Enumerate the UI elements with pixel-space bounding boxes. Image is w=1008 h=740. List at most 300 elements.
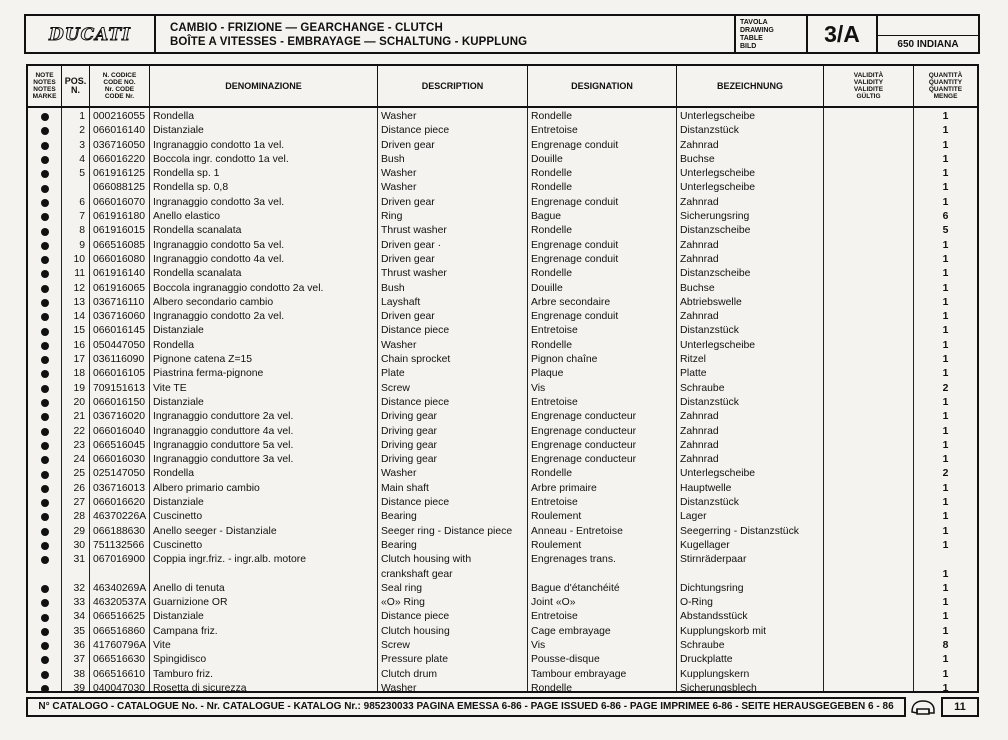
row-validity: [824, 439, 914, 453]
row-italian: Rondella scanalata: [153, 225, 242, 237]
ducati-logo-icon: [34, 23, 146, 45]
row-german: Schraube: [680, 382, 725, 394]
row-quantity: 1: [942, 239, 949, 251]
row-french: Tambour embrayage: [531, 668, 627, 680]
bullet-icon: [41, 485, 49, 493]
row-french: Joint «O»: [531, 597, 576, 609]
row-pos: [62, 181, 90, 195]
page-footer: [26, 697, 979, 717]
bullet-icon: [41, 213, 49, 221]
row-english: Driven gear: [381, 311, 435, 323]
row-pos: 36: [73, 639, 85, 651]
row-validity: [824, 568, 914, 582]
table-row: [28, 396, 977, 410]
table-row: [28, 639, 977, 653]
row-english: Plate: [381, 368, 405, 380]
bullet-icon: [41, 199, 49, 207]
table-row: [28, 253, 977, 267]
row-quantity: 5: [942, 225, 949, 237]
row-pos: [62, 568, 90, 582]
table-row: [28, 367, 977, 381]
row-german: Distanzstück: [680, 396, 739, 408]
row-note: [28, 582, 62, 596]
row-german: Ritzel: [680, 354, 706, 366]
table-row: [28, 124, 977, 138]
bullet-icon: [41, 528, 49, 536]
row-quantity: 1: [942, 668, 949, 680]
row-french: Engrenage conducteur: [531, 411, 637, 423]
row-pos: 12: [73, 282, 85, 294]
row-validity: [824, 396, 914, 410]
row-validity: [824, 425, 914, 439]
bullet-icon: [41, 285, 49, 293]
row-french: Engrenage conduit: [531, 239, 619, 251]
row-english: Seeger ring - Distance piece: [381, 525, 513, 537]
row-note: [28, 653, 62, 667]
row-pos: 19: [73, 382, 85, 394]
row-quantity: 2: [942, 468, 949, 480]
row-code: 050447050: [93, 339, 146, 351]
row-italian: Rondella: [153, 339, 195, 351]
table-row: [28, 139, 977, 153]
row-german: Hauptwelle: [680, 482, 732, 494]
row-italian: Distanziale: [153, 396, 204, 408]
title-line-1: CAMBIO - FRIZIONE — GEARCHANGE - CLUTCH: [170, 22, 443, 34]
catalogue-info: N° CATALOGO - CATALOGUE No. - Nr. CATALOGUE - KATALOG Nr.: 985230033 PAGINA EMESSA 6-86 - PAGE ISSUED 6-86 - PAGE IMPRIMEE 6-86 - SEITE HERAUSGEGEBEN 6 - 86: [26, 697, 906, 717]
row-code: 066016145: [93, 325, 146, 337]
row-german: Stirnräderpaar: [680, 554, 747, 566]
row-italian: Ingranaggio condotto 3a vel.: [153, 196, 285, 208]
row-italian: Rondella scanalata: [153, 268, 242, 280]
row-german: O-Ring: [680, 597, 713, 609]
row-french: Roulement: [531, 539, 582, 551]
row-note: [28, 239, 62, 253]
row-german: Zahnrad: [680, 439, 719, 451]
table-row: [28, 181, 977, 195]
row-validity: [824, 382, 914, 396]
row-validity: [824, 610, 914, 624]
row-german: Distanzstück: [680, 125, 739, 137]
row-validity: [824, 653, 914, 667]
row-validity: [824, 453, 914, 467]
table-row: [28, 625, 977, 639]
row-french: Engrenage conducteur: [531, 439, 637, 451]
row-code: 061916125: [93, 168, 146, 180]
row-quantity: 1: [942, 182, 949, 194]
row-pos: 29: [73, 525, 85, 537]
row-pos: 26: [73, 482, 85, 494]
row-german: Distanzstück: [680, 497, 739, 509]
row-french: Engrenage conduit: [531, 311, 619, 323]
row-italian: Ingranaggio condotto 1a vel.: [153, 139, 285, 151]
parts-table: [26, 64, 979, 693]
row-note: [28, 425, 62, 439]
table-row: [28, 596, 977, 610]
row-note: [28, 167, 62, 181]
row-german: Unterlegscheibe: [680, 168, 756, 180]
row-english: Washer: [381, 339, 417, 351]
row-italian: Rondella sp. 1: [153, 168, 220, 180]
bullet-icon: [41, 385, 49, 393]
row-english: Bush: [381, 282, 405, 294]
row-pos: 25: [73, 468, 85, 480]
row-quantity: 1: [942, 139, 949, 151]
row-note: [28, 682, 62, 696]
row-french: Douille: [531, 153, 563, 165]
row-code: 46320537A: [93, 597, 147, 609]
row-french: Engrenage conduit: [531, 253, 619, 265]
col-header-english: DESCRIPTION: [378, 66, 528, 106]
row-english: «O» Ring: [381, 597, 425, 609]
row-english: Bearing: [381, 539, 417, 551]
row-quantity: 1: [942, 625, 949, 637]
table-row: [28, 296, 977, 310]
row-pos: 3: [79, 139, 85, 151]
row-quantity: 1: [942, 354, 949, 366]
row-note: [28, 324, 62, 338]
row-note: [28, 253, 62, 267]
row-pos: 16: [73, 339, 85, 351]
row-quantity: 1: [942, 482, 949, 494]
bullet-icon: [41, 370, 49, 378]
row-pos: 1: [79, 111, 85, 122]
row-italian: Anello di tenuta: [153, 582, 225, 594]
row-french: Cage embrayage: [531, 625, 611, 637]
row-pos: 28: [73, 511, 85, 523]
row-french: Rondelle: [531, 339, 573, 351]
row-note: [28, 153, 62, 167]
row-german: Zahnrad: [680, 253, 719, 265]
col-header-german: BEZEICHNUNG: [677, 66, 824, 106]
row-english: Distance piece: [381, 497, 450, 509]
row-note: [28, 367, 62, 381]
row-german: Zahnrad: [680, 139, 719, 151]
page-title: [156, 16, 736, 52]
row-german: Schraube: [680, 639, 725, 651]
row-pos: 24: [73, 454, 85, 466]
col-header-italian: DENOMINAZIONE: [150, 66, 378, 106]
bullet-icon: [41, 156, 49, 164]
row-quantity: 1: [942, 296, 949, 308]
row-italian: Guarnizione OR: [153, 597, 228, 609]
row-validity: [824, 510, 914, 524]
row-validity: [824, 110, 914, 124]
row-quantity: 1: [942, 454, 949, 466]
row-validity: [824, 310, 914, 324]
row-note: [28, 396, 62, 410]
row-validity: [824, 482, 914, 496]
row-code: 066016040: [93, 425, 146, 437]
row-french: Pignon chaîne: [531, 354, 598, 366]
row-english: Thrust washer: [381, 225, 447, 237]
row-code: 066016105: [93, 368, 146, 380]
row-english: Screw: [381, 382, 410, 394]
row-note: [28, 453, 62, 467]
row-italian: Ingranaggio condotto 5a vel.: [153, 239, 285, 251]
row-code: 46340269A: [93, 582, 147, 594]
table-row: [28, 410, 977, 424]
row-english: Washer: [381, 182, 417, 194]
row-note: [28, 282, 62, 296]
row-code: 036716060: [93, 311, 146, 323]
row-note: [28, 310, 62, 324]
bullet-icon: [41, 399, 49, 407]
bullet-icon: [41, 299, 49, 307]
row-german: Buchse: [680, 282, 715, 294]
row-note: [28, 610, 62, 624]
hand-book-icon: [906, 697, 940, 717]
row-german: Zahnrad: [680, 196, 719, 208]
bullet-icon: [41, 556, 49, 564]
table-row: [28, 496, 977, 510]
bullet-icon: [41, 656, 49, 664]
row-french: Douille: [531, 282, 563, 294]
row-italian: Ingranaggio conduttore 4a vel.: [153, 425, 294, 437]
row-english: Distance piece: [381, 125, 450, 137]
row-italian: Spingidisco: [153, 654, 207, 666]
row-german: Sicherungsring: [680, 211, 750, 223]
bullet-icon: [41, 185, 49, 193]
row-italian: Piastrina ferma-pignone: [153, 368, 264, 380]
row-english: Driven gear: [381, 253, 435, 265]
row-english: Main shaft: [381, 482, 429, 494]
row-german: Zahnrad: [680, 454, 719, 466]
table-label: TABLE: [740, 35, 763, 42]
col-header-validity: VALIDITÀ VALIDITY VALIDITE GÜLTIG: [824, 66, 914, 106]
row-quantity: 1: [942, 125, 949, 137]
row-quantity: 1: [942, 396, 949, 408]
row-quantity: 1: [942, 597, 949, 609]
row-code: 040047030: [93, 682, 146, 694]
row-italian: Rondella: [153, 111, 195, 122]
row-french: Engrenage conduit: [531, 139, 619, 151]
row-quantity: 1: [942, 111, 949, 122]
table-row: [28, 353, 977, 367]
row-code: 036716050: [93, 139, 146, 151]
row-italian: [150, 568, 378, 582]
row-german: Distanzscheibe: [680, 268, 751, 280]
table-row: [28, 310, 977, 324]
row-pos: 22: [73, 425, 85, 437]
row-english: Clutch housing with: [381, 554, 472, 566]
bullet-icon: [41, 256, 49, 264]
table-row: [28, 653, 977, 667]
row-pos: 30: [73, 539, 85, 551]
row-pos: 8: [79, 225, 85, 237]
row-english: Ring: [381, 211, 403, 223]
table-row: [28, 582, 977, 596]
row-code: 061916180: [93, 211, 146, 223]
bullet-icon: [41, 428, 49, 436]
logo-text: DUCATI: [49, 25, 131, 45]
row-pos: 33: [73, 597, 85, 609]
row-note: [28, 110, 62, 124]
table-row: [28, 110, 977, 124]
row-code: 036116090: [93, 354, 145, 366]
row-validity: [824, 539, 914, 553]
row-french: Arbre primaire: [531, 482, 597, 494]
row-french: Engrenage conduit: [531, 196, 619, 208]
row-validity: [824, 253, 914, 267]
row-validity: [824, 196, 914, 210]
row-french: Rondelle: [531, 168, 573, 180]
row-quantity: 1: [942, 282, 949, 294]
table-row: [28, 196, 977, 210]
bullet-icon: [41, 513, 49, 521]
row-french: Rondelle: [531, 268, 573, 280]
table-row: [28, 239, 977, 253]
row-italian: Rondella: [153, 468, 195, 480]
row-pos: 31: [73, 554, 85, 566]
table-row: [28, 324, 977, 338]
row-pos: 18: [73, 368, 85, 380]
table-row: [28, 553, 977, 567]
row-quantity: 1: [942, 253, 949, 265]
row-validity: [824, 467, 914, 481]
row-note: [28, 439, 62, 453]
row-german: [677, 568, 824, 582]
row-validity: [824, 167, 914, 181]
row-italian: Tamburo friz.: [153, 668, 214, 680]
row-english: Driving gear: [381, 454, 438, 466]
row-english: Driven gear: [381, 196, 435, 208]
row-note: [28, 568, 62, 582]
row-english: Bearing: [381, 511, 417, 523]
row-code: 066516630: [93, 654, 146, 666]
row-pos: 17: [73, 354, 85, 366]
row-pos: 7: [79, 211, 85, 223]
bullet-icon: [41, 413, 49, 421]
row-code: 036716110: [93, 296, 145, 308]
model-box: [878, 16, 978, 52]
row-validity: [824, 339, 914, 353]
bullet-icon: [41, 671, 49, 679]
row-french: Rondelle: [531, 111, 573, 122]
row-note: [28, 625, 62, 639]
row-italian: Albero secondario cambio: [153, 296, 274, 308]
row-validity: [824, 139, 914, 153]
table-row: [28, 453, 977, 467]
row-pos: 11: [74, 268, 85, 280]
bullet-icon: [41, 270, 49, 278]
row-german: Zahnrad: [680, 311, 719, 323]
row-german: Kugellager: [680, 539, 730, 551]
table-label: TAVOLA: [740, 19, 768, 26]
row-english: Washer: [381, 168, 417, 180]
row-pos: 21: [73, 411, 85, 423]
row-quantity: 1: [942, 325, 949, 337]
row-code: 000216055: [93, 111, 146, 122]
table-row: [28, 224, 977, 238]
row-code: 709151613: [93, 382, 146, 394]
row-note: [28, 210, 62, 224]
row-italian: Anello seeger - Distanziale: [153, 525, 277, 537]
row-note: [28, 296, 62, 310]
row-german: Zahnrad: [680, 239, 719, 251]
row-quantity: 2: [942, 382, 949, 394]
row-french: Anneau - Entretoise: [531, 525, 623, 537]
row-quantity: 1: [942, 153, 949, 165]
row-quantity: 1: [942, 168, 949, 180]
title-line-2: BOÎTE A VITESSES - EMBRAYAGE — SCHALTUNG - KUPPLUNG: [170, 36, 528, 48]
row-german: Distanzscheibe: [680, 225, 751, 237]
row-validity: [824, 296, 914, 310]
bullet-icon: [41, 356, 49, 364]
table-row: [28, 510, 977, 524]
row-german: Lager: [680, 511, 707, 523]
row-italian: Ingranaggio conduttore 2a vel.: [153, 411, 294, 423]
row-german: Abstandsstück: [680, 611, 748, 623]
row-code: 066016620: [93, 497, 146, 509]
row-validity: [824, 181, 914, 195]
row-validity: [824, 682, 914, 696]
row-code: 066088125: [93, 182, 146, 194]
row-validity: [824, 625, 914, 639]
row-note: [28, 196, 62, 210]
table-row: [28, 167, 977, 181]
row-quantity: 8: [942, 639, 949, 651]
row-validity: [824, 639, 914, 653]
bullet-icon: [41, 456, 49, 464]
row-note: [28, 496, 62, 510]
row-italian: Distanziale: [153, 125, 204, 137]
bullet-icon: [41, 585, 49, 593]
row-english: Driving gear: [381, 439, 438, 451]
row-german: Kupplungskern: [680, 668, 750, 680]
table-row: [28, 668, 977, 682]
row-pos: 5: [79, 168, 85, 180]
bullet-icon: [41, 614, 49, 622]
table-rows: [28, 110, 977, 696]
row-code: 066016150: [93, 396, 146, 408]
row-note: [28, 139, 62, 153]
bullet-icon: [41, 142, 49, 150]
row-english: Screw: [381, 639, 410, 651]
row-validity: [824, 367, 914, 381]
row-code: 066516860: [93, 625, 146, 637]
row-french: Rondelle: [531, 468, 573, 480]
row-validity: [824, 153, 914, 167]
row-italian: Anello elastico: [153, 211, 221, 223]
row-code: 066516625: [93, 611, 146, 623]
row-note: [28, 482, 62, 496]
row-pos: 23: [73, 439, 85, 451]
bullet-icon: [41, 471, 49, 479]
logo-box: [26, 16, 156, 52]
row-italian: Pignone catena Z=15: [153, 354, 253, 366]
row-quantity: 6: [942, 211, 949, 223]
row-note: [28, 410, 62, 424]
row-french: Pousse-disque: [531, 654, 600, 666]
row-english: Clutch housing: [381, 625, 450, 637]
row-code: 066016220: [93, 153, 146, 165]
row-quantity: 1: [942, 582, 949, 594]
row-code: 066516610: [93, 668, 146, 680]
row-pos: 9: [79, 239, 85, 251]
row-english: Driving gear: [381, 411, 438, 423]
row-note: [28, 353, 62, 367]
table-row: [28, 382, 977, 396]
row-code: 067016900: [93, 554, 146, 566]
row-french: Engrenage conducteur: [531, 454, 637, 466]
row-validity: [824, 525, 914, 539]
row-quantity: 1: [942, 497, 949, 509]
row-pos: 20: [73, 396, 85, 408]
row-italian: Ingranaggio condotto 2a vel.: [153, 311, 285, 323]
row-pos: 35: [73, 625, 85, 637]
row-english: Seal ring: [381, 582, 423, 594]
row-german: Druckplatte: [680, 654, 733, 666]
